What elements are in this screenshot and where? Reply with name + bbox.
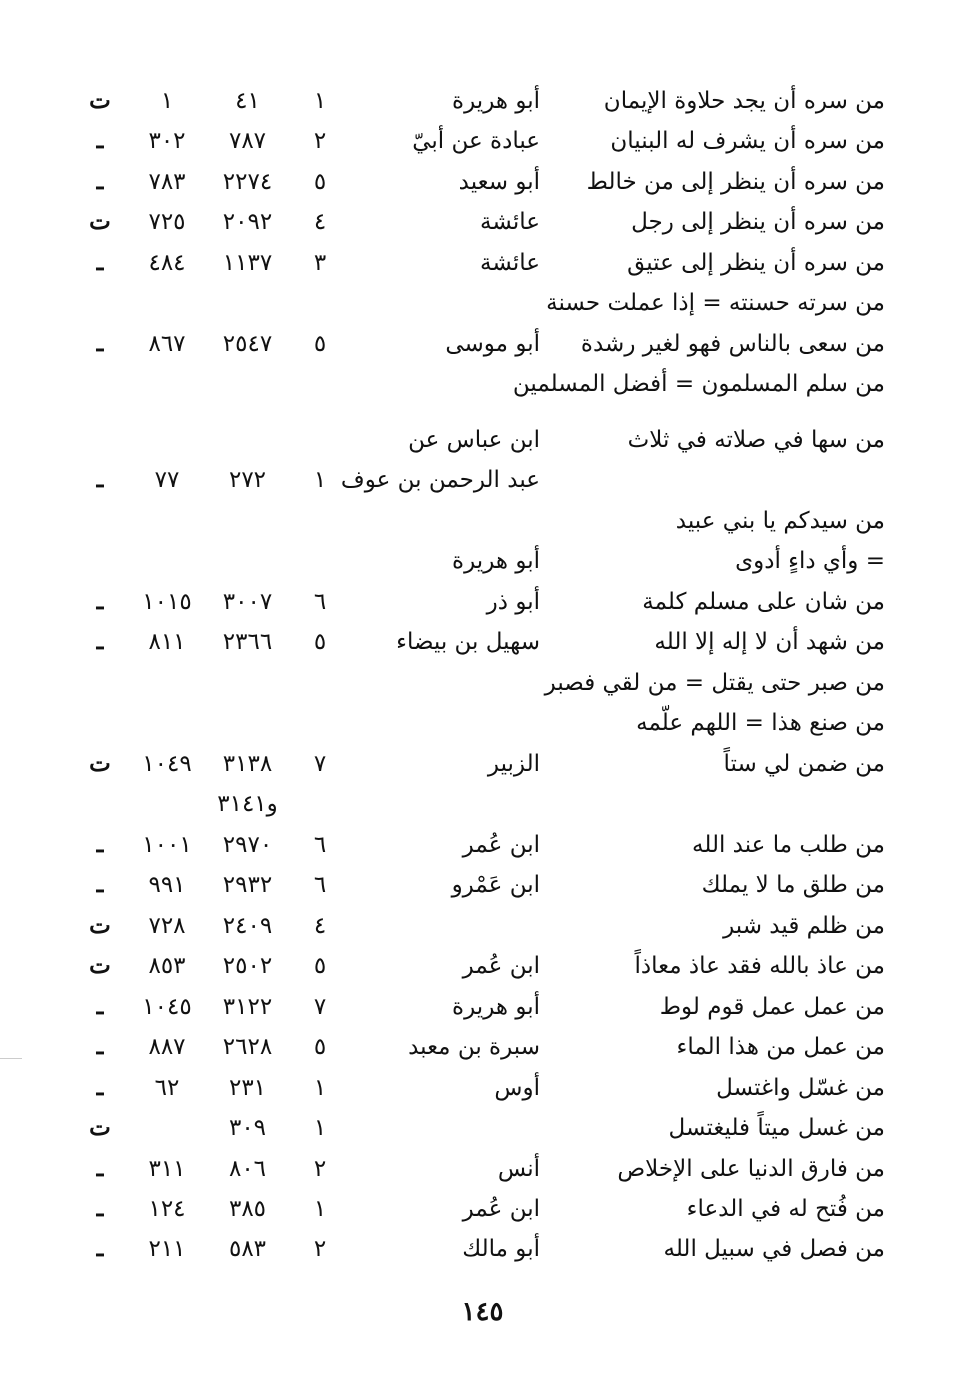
page-reference: ٣٠٩ <box>228 1115 267 1141</box>
hadith-number: ٩٩١ <box>148 872 186 898</box>
narrator: عبادة عن أبيّ <box>412 128 540 154</box>
index-row <box>0 865 965 905</box>
hadith-text: من فارق الدنيا على الإخلاص <box>617 1156 885 1182</box>
grade-mark: ت <box>89 87 111 114</box>
narrator: ابن عَمْرو <box>451 872 540 898</box>
volume-number: ٥ <box>313 953 327 979</box>
volume-number <box>300 364 340 404</box>
page-reference: ٤١ <box>235 88 260 114</box>
volume-number: ٧ <box>313 751 327 777</box>
page-reference: ٢٢٧٤ <box>222 169 273 195</box>
narrator: أبو موسى <box>445 331 540 357</box>
page-reference <box>210 541 285 581</box>
hadith-text: من سها في صلاته في ثلاث <box>627 427 885 453</box>
hadith-number <box>128 663 206 703</box>
hadith-text: من غسل ميتاً فليغتسل <box>668 1115 885 1141</box>
index-row <box>0 501 965 541</box>
hadith-text: من سره أن ينظر إلى عتيق <box>627 250 885 276</box>
index-row <box>0 364 965 404</box>
narrator <box>350 364 540 404</box>
narrator: أبو ذر <box>486 589 540 615</box>
index-row <box>0 121 965 161</box>
grade-mark <box>80 663 120 703</box>
volume-number: ٦ <box>313 589 327 615</box>
grade-mark: ـ <box>96 1235 104 1262</box>
narrator: ابن عُمر <box>462 953 540 979</box>
volume-number: ٥ <box>313 1034 327 1060</box>
index-row <box>0 1027 965 1067</box>
volume-number: ١ <box>313 467 327 493</box>
hadith-text: من عمل من هذا الماء <box>676 1034 885 1060</box>
hadith-number: ٨٨٧ <box>148 1034 186 1060</box>
volume-number <box>300 283 340 323</box>
page-reference: ٢٠٩٢ <box>222 209 273 235</box>
page-reference: ٢٥٤٧ <box>222 331 273 357</box>
index-row <box>0 1229 965 1269</box>
narrator: الزبير <box>487 751 540 777</box>
hadith-number: ٣١١ <box>148 1156 186 1182</box>
index-row <box>0 906 965 946</box>
page-reference: ٢٩٧٠ <box>222 832 273 858</box>
hadith-number: ٤٨٤ <box>148 250 186 276</box>
index-row <box>0 784 965 824</box>
hadith-number: ١٠٤٩ <box>142 751 192 777</box>
grade-mark: ت <box>89 750 111 777</box>
hadith-number: ٧٧ <box>154 467 180 493</box>
index-row <box>0 81 965 121</box>
grade-mark: ـ <box>96 871 104 898</box>
hadith-text: من ظلم قيد شبر <box>723 913 885 939</box>
hadith-number <box>128 420 206 460</box>
hadith-number: ٧٢٥ <box>148 209 186 235</box>
hadith-text: من سعى بالناس فهو لغير رشدة <box>580 331 885 357</box>
volume-number: ٤ <box>313 913 327 939</box>
narrator: ابن عباس عن <box>408 427 540 453</box>
hadith-text: من سرته حسنته = إذا عملت حسنة <box>546 290 885 316</box>
index-row <box>0 987 965 1027</box>
hadith-number <box>128 283 206 323</box>
hadith-number: ١٠١٥ <box>142 589 192 615</box>
volume-number: ١ <box>313 1196 327 1222</box>
hadith-text: من فُتح له في الدعاء <box>686 1196 885 1222</box>
index-row <box>0 703 965 743</box>
volume-number: ٤ <box>313 209 327 235</box>
volume-number: ١ <box>313 1115 327 1141</box>
hadith-text: من عاذ بالله فقد عاذ معاذاً <box>634 953 885 979</box>
hadith-number <box>128 784 206 824</box>
grade-mark: ـ <box>96 168 104 195</box>
volume-number: ٦ <box>313 872 327 898</box>
index-row <box>0 1189 965 1229</box>
hadith-number: ٨١١ <box>148 629 186 655</box>
index-row <box>0 622 965 662</box>
page-reference: ٣١٢٢ <box>222 994 273 1020</box>
index-row <box>0 825 965 865</box>
volume-number: ١ <box>313 1075 327 1101</box>
page-reference <box>210 283 285 323</box>
index-row <box>0 663 965 703</box>
page-reference <box>210 703 285 743</box>
page-reference: ٣١٣٨ <box>222 751 273 777</box>
page-reference: ٢٤٠٩ <box>222 913 273 939</box>
page-reference: ٢٥٠٢ <box>222 953 273 979</box>
hadith-number: ٧٨٣ <box>148 169 186 195</box>
grade-mark: ت <box>89 208 111 235</box>
hadith-text: من صنع هذا = اللهم علّمه <box>636 710 885 736</box>
index-row <box>0 420 965 460</box>
hadith-text: من شان على مسلم كلمة <box>642 589 885 615</box>
page-reference: ٢٣١ <box>228 1075 267 1101</box>
narrator: ابن عُمر <box>462 832 540 858</box>
volume-number <box>300 501 340 541</box>
hadith-text: من عمل عمل قوم لوط <box>659 994 885 1020</box>
hadith-text: من سره أن ينظر إلى رجل <box>631 209 885 235</box>
hadith-text: من غسّل واغتسل <box>716 1075 885 1101</box>
page-reference: ٢٧٢ <box>228 467 267 493</box>
index-row <box>0 324 965 364</box>
hadith-text <box>540 784 885 824</box>
grade-mark: ـ <box>96 1033 104 1060</box>
hadith-text: من سلم المسلمون = أفضل المسلمين <box>512 371 885 397</box>
narrator <box>350 663 540 703</box>
volume-number <box>300 541 340 581</box>
grade-mark: ـ <box>96 249 104 276</box>
hadith-number: ١ <box>160 88 174 114</box>
scan-margin-mark <box>0 1058 22 1059</box>
grade-mark: ـ <box>96 628 104 655</box>
page-reference: و٣١٤١ <box>217 791 278 817</box>
narrator <box>350 283 540 323</box>
page-reference: ٢٩٣٢ <box>222 872 273 898</box>
hadith-number <box>128 1108 206 1148</box>
volume-number: ٥ <box>313 331 327 357</box>
volume-number <box>300 784 340 824</box>
narrator <box>350 784 540 824</box>
narrator: أوس <box>494 1075 540 1101</box>
hadith-text: من طلق ما لا يملك <box>701 872 885 898</box>
hadith-text: من طلب ما عند الله <box>692 832 885 858</box>
grade-mark: ـ <box>96 831 104 858</box>
grade-mark: ـ <box>96 127 104 154</box>
grade-mark: ت <box>89 952 111 979</box>
grade-mark: ـ <box>96 1195 104 1222</box>
narrator: سبرة بن معبد <box>408 1034 540 1060</box>
grade-mark <box>80 784 120 824</box>
narrator: أبو هريرة <box>452 548 540 574</box>
page-number: ١٤٥ <box>461 1297 504 1327</box>
hadith-text: من شهد أن لا إله إلا الله <box>654 629 885 655</box>
hadith-number: ٢١١ <box>148 1236 186 1262</box>
volume-number: ٥ <box>313 169 327 195</box>
grade-mark: ـ <box>96 330 104 357</box>
index-row <box>0 541 965 581</box>
narrator: أبو مالك <box>462 1236 540 1262</box>
index-row <box>0 1149 965 1189</box>
index-row <box>0 243 965 283</box>
narrator: عائشة <box>480 209 540 235</box>
hadith-text: = وأي داءٍ أدوى <box>735 548 885 574</box>
page-reference: ٢٦٢٨ <box>222 1034 273 1060</box>
page-reference: ١١٣٧ <box>222 250 273 276</box>
grade-mark <box>80 364 120 404</box>
hadith-number: ٨٦٧ <box>148 331 186 357</box>
grade-mark: ـ <box>96 588 104 615</box>
index-row <box>0 283 965 323</box>
narrator: أبو هريرة <box>452 994 540 1020</box>
hadith-number <box>128 703 206 743</box>
narrator <box>350 906 540 946</box>
hadith-text <box>540 460 885 500</box>
volume-number <box>300 663 340 703</box>
narrator: عائشة <box>480 250 540 276</box>
narrator: ابن عُمر <box>462 1196 540 1222</box>
index-row <box>0 744 965 784</box>
volume-number: ٢ <box>313 1156 327 1182</box>
hadith-number: ٣٠٢ <box>148 128 186 154</box>
page-reference <box>210 420 285 460</box>
hadith-number: ٦٢ <box>154 1075 180 1101</box>
hadith-number <box>128 501 206 541</box>
narrator: أبو هريرة <box>452 88 540 114</box>
volume-number: ١ <box>313 88 327 114</box>
narrator <box>350 703 540 743</box>
hadith-text: من ضمن لي ستاً <box>723 751 885 777</box>
narrator <box>350 501 540 541</box>
grade-mark <box>80 541 120 581</box>
page-reference: ٨٠٦ <box>228 1156 267 1182</box>
volume-number: ٢ <box>313 1236 327 1262</box>
page-reference <box>210 364 285 404</box>
volume-number: ٥ <box>313 629 327 655</box>
index-row <box>0 162 965 202</box>
hadith-number: ١٢٤ <box>148 1196 186 1222</box>
grade-mark <box>80 420 120 460</box>
hadith-text: من فصل في سبيل الله <box>663 1236 885 1262</box>
volume-number: ٧ <box>313 994 327 1020</box>
grade-mark: ـ <box>96 1074 104 1101</box>
page-reference: ٣٨٥ <box>228 1196 267 1222</box>
grade-mark: ـ <box>96 466 104 493</box>
hadith-number <box>128 364 206 404</box>
hadith-number: ١٠٠١ <box>142 832 192 858</box>
page-reference: ٣٠٠٧ <box>222 589 273 615</box>
index-row <box>0 202 965 242</box>
index-row <box>0 460 965 500</box>
narrator: أنس <box>497 1156 540 1182</box>
volume-number: ٢ <box>313 128 327 154</box>
hadith-number: ١٠٤٥ <box>142 994 192 1020</box>
volume-number: ٣ <box>313 250 327 276</box>
index-row <box>0 1068 965 1108</box>
volume-number: ٦ <box>313 832 327 858</box>
page-reference <box>210 501 285 541</box>
hadith-text: من سره أن ينظر إلى من خالط <box>586 169 885 195</box>
page-reference: ٧٨٧ <box>228 128 267 154</box>
index-row <box>0 946 965 986</box>
grade-mark <box>80 501 120 541</box>
hadith-text: من سيدكم يا بني عبيد <box>675 508 885 534</box>
grade-mark: ـ <box>96 1155 104 1182</box>
hadith-text: من سره أن يجد حلاوة الإيمان <box>603 88 885 114</box>
grade-mark: ت <box>89 912 111 939</box>
grade-mark <box>80 283 120 323</box>
page-reference <box>210 663 285 703</box>
page-reference: ٥٨٣ <box>228 1236 267 1262</box>
hadith-text: من صبر حتى يقتل = من لقي فصبر <box>544 670 885 696</box>
hadith-number: ٧٢٨ <box>148 913 186 939</box>
volume-number <box>300 420 340 460</box>
narrator <box>350 1108 540 1148</box>
grade-mark: ـ <box>96 993 104 1020</box>
hadith-text: من سره أن يشرف له البنيان <box>610 128 885 154</box>
narrator: سهيل بن بيضاء <box>396 629 540 655</box>
page-reference: ٢٣٦٦ <box>222 629 273 655</box>
narrator: أبو سعيد <box>458 169 540 195</box>
narrator: عبد الرحمن بن عوف <box>340 467 540 493</box>
grade-mark: ت <box>89 1114 111 1141</box>
grade-mark <box>80 703 120 743</box>
index-row <box>0 582 965 622</box>
hadith-number: ٨٥٣ <box>148 953 186 979</box>
hadith-number <box>128 541 206 581</box>
volume-number <box>300 703 340 743</box>
index-row <box>0 1108 965 1148</box>
